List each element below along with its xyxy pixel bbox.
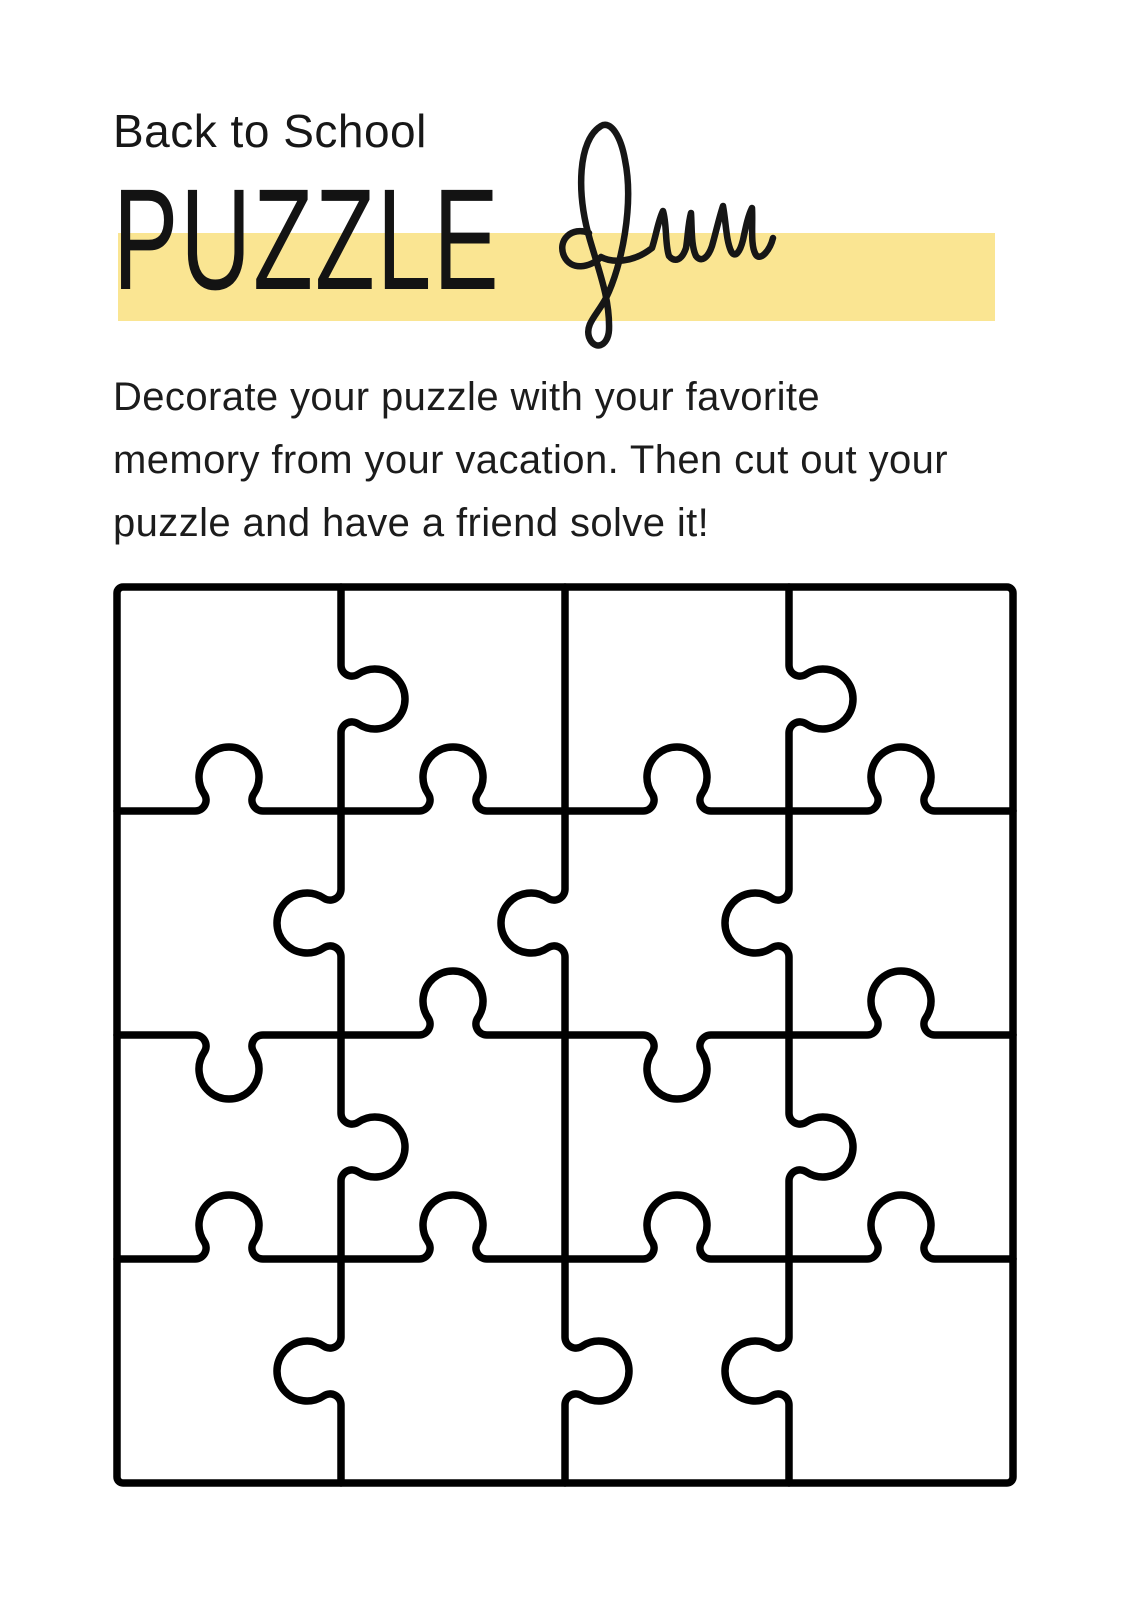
instructions-line-1: Decorate your puzzle with your favorite — [113, 375, 821, 419]
title-script-fun-icon — [500, 100, 800, 350]
instructions-line-2: memory from your vacation. Then cut out your — [113, 438, 948, 482]
instructions-line-3: puzzle and have a friend solve it! — [113, 501, 710, 545]
page-kicker: Back to School — [113, 105, 427, 157]
page-title: PUZZLE — [113, 159, 501, 320]
